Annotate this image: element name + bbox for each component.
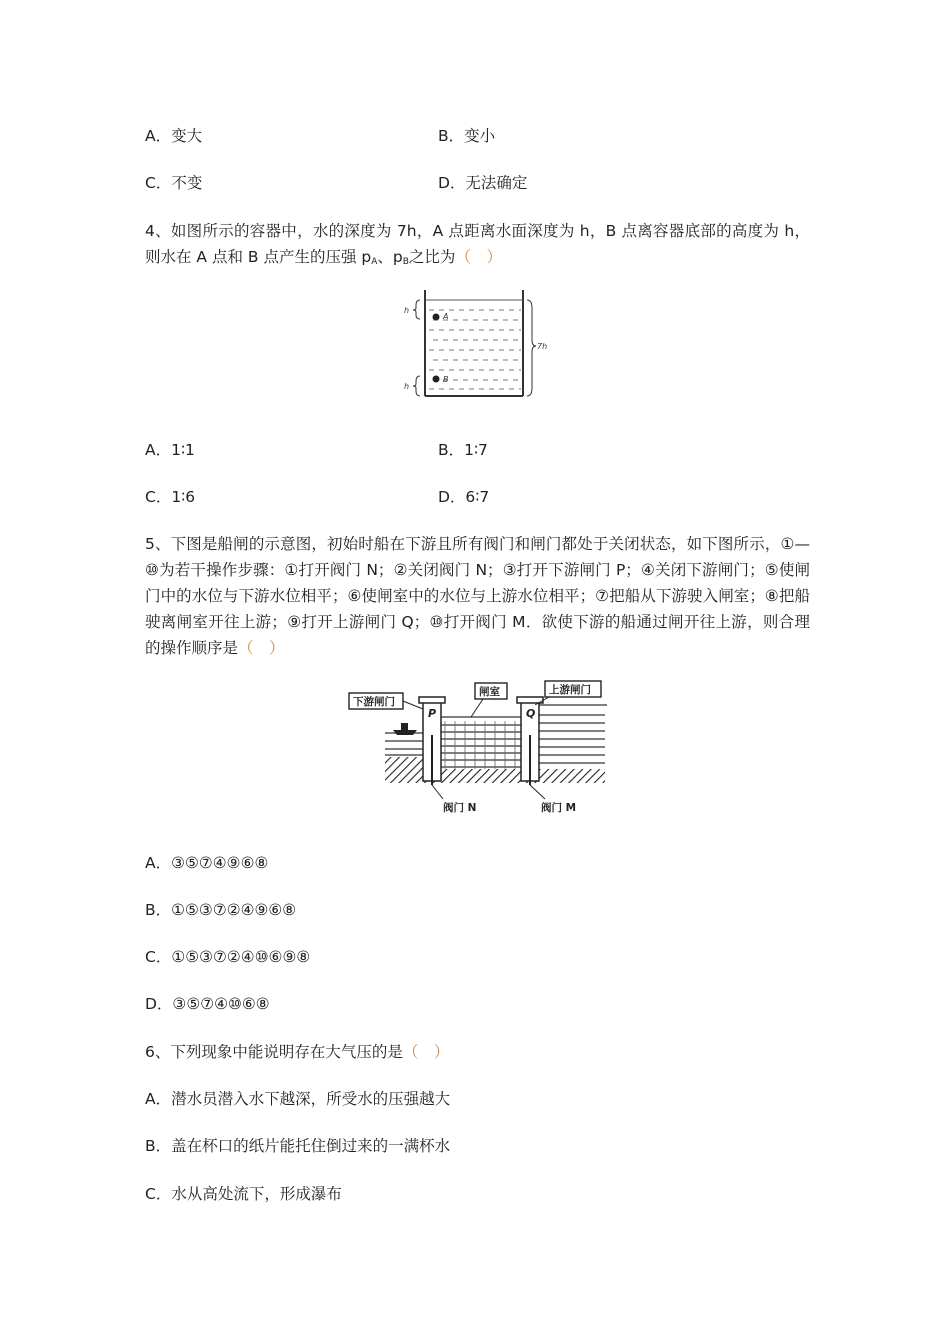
q4-option-b: B．1∶7: [438, 441, 488, 459]
point-b-label: B: [443, 375, 449, 384]
downstream-gate-label: 下游闸门: [353, 696, 395, 708]
q4-text-1: 4、如图所示的容器中，水的深度为 7h，A 点距离水面深度为 h，B 点离容器底部的高度为 h，则水在 A 点和 B 点产生的压强 p: [145, 222, 810, 266]
valve-n-label: 阀门 N: [443, 802, 477, 814]
q4-option-a: A．1∶1: [145, 441, 195, 459]
q6-answer-paren: （ ）: [402, 1043, 450, 1061]
q4-sub-b: B: [402, 257, 409, 267]
q3-option-c: C．不变: [145, 174, 203, 192]
q4-sep: 、p: [377, 248, 403, 266]
q6-option-c: C．水从高处流下，形成瀑布: [145, 1185, 342, 1203]
q5-text: 5、下图是船闸的示意图，初始时船在下游且所有阀门和闸门都处于关闭状态，如下图所示，①—⑩为若干操作步骤：①打开阀门 N；②关闭阀门 N；③打开下游闸门 P；④关闭下游闸门；⑤使闸门中的水位与下游水位相平；⑥使闸室中的水位与上游水位相平；⑦把船从下游驶入闸室；⑧把船驶离闸室开往上游；⑨打开上游闸门 Q；⑩打开阀门 M．欲使下游的船通过闸开往上游，则合理的操作顺序是: [145, 535, 810, 657]
gate-q-label: Q: [526, 707, 536, 720]
q5-answer-paren: （ ）: [238, 639, 285, 657]
q5-option-b: B．①⑤③⑦②④⑨⑥⑧: [145, 901, 297, 919]
q4-option-d: D．6∶7: [438, 488, 490, 506]
point-a-label: A: [443, 312, 449, 321]
upstream-gate-label: 上游闸门: [549, 684, 591, 696]
q4-option-c: C．1∶6: [145, 488, 196, 506]
h-top-label: h: [404, 306, 410, 315]
q4-answer-paren: （ ）: [455, 248, 502, 266]
gate-p-label: P: [428, 707, 437, 720]
q3-option-b: B．变小: [438, 127, 496, 145]
q5-option-d: D．③⑤⑦④⑩⑥⑧: [145, 995, 270, 1013]
q5-option-c: C．①⑤③⑦②④⑩⑥⑨⑧: [145, 948, 311, 966]
q3-option-d: D．无法确定: [438, 174, 528, 192]
q6-option-a: A．潜水员潜入水下越深，所受水的压强越大: [145, 1090, 451, 1108]
q5-question: [145, 531, 810, 661]
q4-question: [145, 218, 810, 275]
point-a-marker: [433, 314, 440, 321]
q3-option-a: A．变大: [145, 127, 203, 145]
q6-question: [145, 1039, 449, 1065]
q6-option-b: B．盖在杯口的纸片能托住倒过来的一满杯水: [145, 1137, 451, 1155]
q5-ship-lock-figure: [345, 675, 610, 820]
valve-m-label: 阀门 M: [541, 802, 577, 814]
q4-container-figure: [395, 286, 555, 402]
q6-text: 6、下列现象中能说明存在大气压的是: [145, 1043, 403, 1061]
h-bottom-label: h: [404, 382, 410, 391]
point-b-marker: [433, 376, 440, 383]
q4-sub-a: A: [371, 257, 378, 267]
q4-text-2: 之比为: [408, 248, 456, 266]
q5-option-a: A．③⑤⑦④⑨⑥⑧: [145, 854, 269, 872]
depth-7h-label: 7h: [537, 342, 548, 351]
chamber-label: 闸室: [479, 686, 500, 698]
